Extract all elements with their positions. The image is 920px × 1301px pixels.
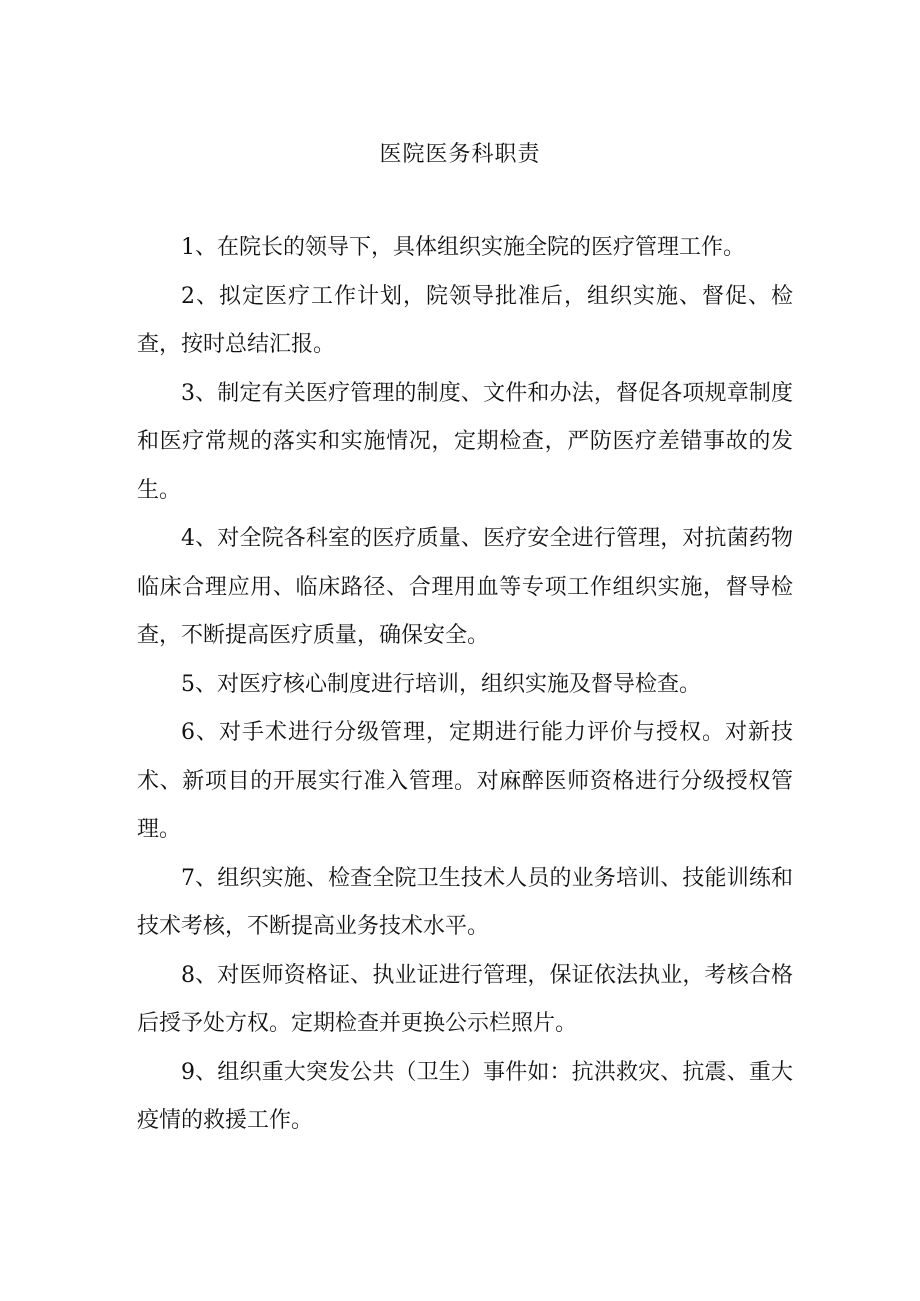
- paragraph-8: 8、对医师资格证、执业证进行管理，保证依法执业，考核合格后授予处方权。定期检查并更换公示栏照片。: [137, 962, 793, 1036]
- paragraph-5: 5、对医疗核心制度进行培训，组织实施及督导检查。: [181, 671, 701, 697]
- paragraph-3: 3、制定有关医疗管理的制度、文件和办法，督促各项规章制度和医疗常规的落实和实施情况，定期检查，严防医疗差错事故的发生。: [137, 380, 793, 503]
- paragraph-4: 4、对全院各科室的医疗质量、医疗安全进行管理，对抗菌药物临床合理应用、临床路径、合理用血等专项工作组织实施，督导检查，不断提高医疗质量，确保安全。: [137, 526, 793, 648]
- paragraph-9: 9、组织重大突发公共（卫生）事件如：抗洪救灾、抗震、重大疫情的救援工作。: [137, 1059, 793, 1133]
- paragraph-7: 7、组织实施、检查全院卫生技术人员的业务培训、技能训练和技术考核，不断提高业务技术水平。: [137, 865, 793, 939]
- paragraph-6: 6、对手术进行分级管理，定期进行能力评价与授权。对新技术、新项目的开展实行准入管理。对麻醉医师资格进行分级授权管理。: [137, 720, 793, 842]
- document-body: [137, 224, 793, 1146]
- paragraph-2: 2、拟定医疗工作计划，院领导批准后，组织实施、督促、检查，按时总结汇报。: [137, 283, 793, 357]
- page-title: 医院医务科职责: [379, 142, 541, 167]
- paragraph-1: 1、在院长的领导下，具体组织实施全院的医疗管理工作。: [181, 235, 745, 260]
